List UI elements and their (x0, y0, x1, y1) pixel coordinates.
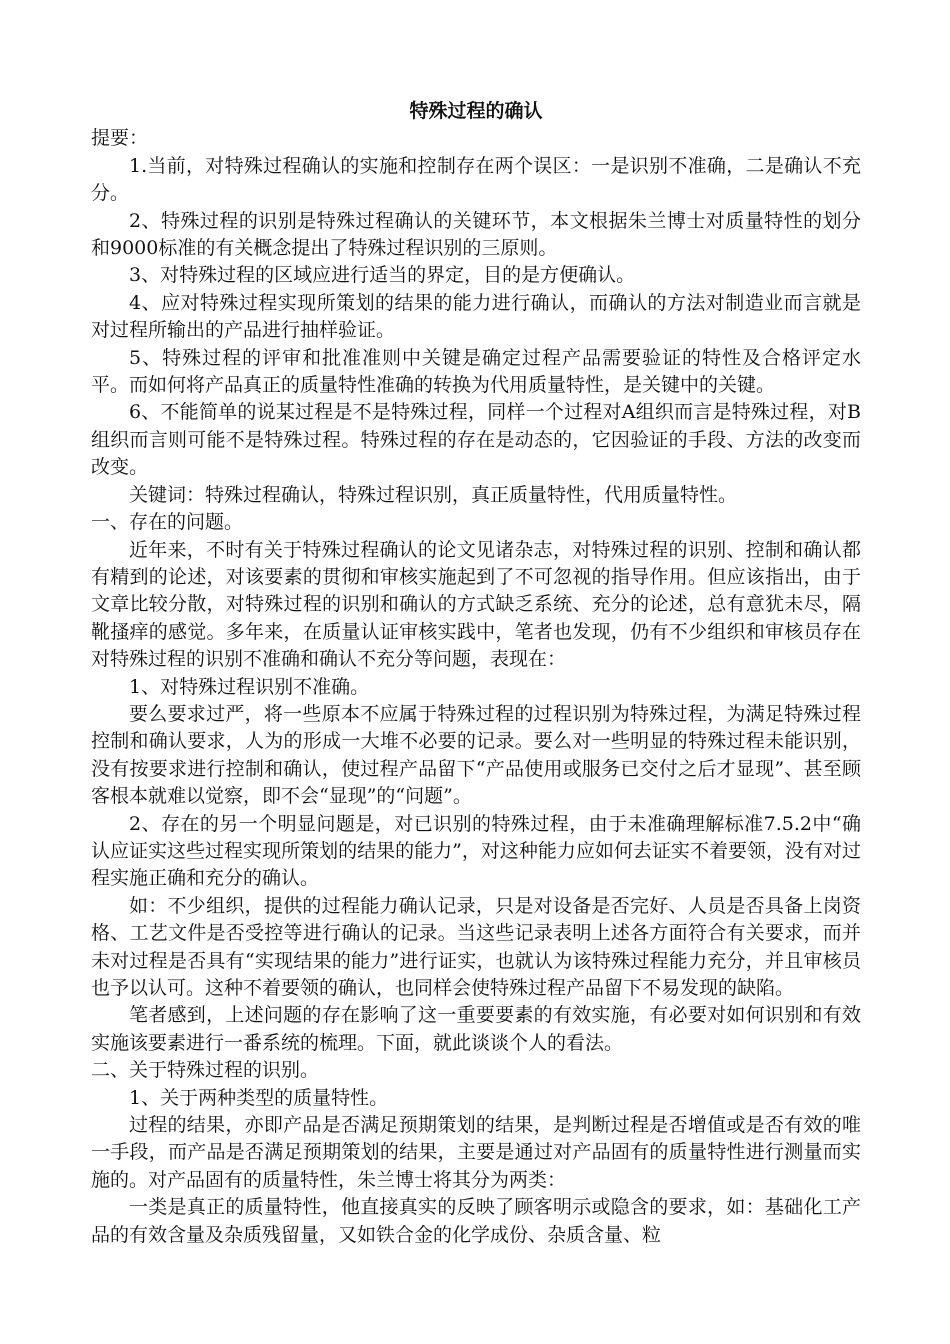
body-paragraph: 关键词：特殊过程确认，特殊过程识别，真正质量特性，代用质量特性。 (129, 483, 738, 506)
body-paragraph: 一类是真正的质量特性，他直接真实的反映了顾客明示或隐含的要求，如：基础化工产品的有效含量及杂质残留量，又如铁合金的化学成份、杂质含量、粒 (91, 1196, 861, 1246)
document-page (91, 98, 861, 1249)
body-paragraph: 5、特殊过程的评审和批准准则中关键是确定过程产品需要验证的特性及合格评定水平。而如何将产品真正的质量特性准确的转换为代用质量特性，是关键中的关键。 (91, 346, 861, 397)
body-paragraph: 要么要求过严，将一些原本不应属于特殊过程的过程识别为特殊过程，为满足特殊过程控制和确认要求，人为的形成一大堆不必要的记录。要么对一些明显的特殊过程未能识别，没有按要求进行控制和确认，使过程产品留下“产品使用或服务已交付之后才显现”、甚至顾客根本就难以觉察，即不会“显现”的“问题”。 (91, 702, 861, 808)
section-heading: 二、关于特殊过程的识别。 (91, 1059, 320, 1082)
body-paragraph: 笔者感到，上述问题的存在影响了这一重要要素的有效实施，有必要对如何识别和有效实施该要素进行一番系统的梳理。下面，就此谈谈个人的看法。 (91, 1004, 861, 1054)
body-paragraph: 4、应对特殊过程实现所策划的结果的能力进行确认，而确认的方法对制造业而言就是对过程所输出的产品进行抽样验证。 (91, 291, 861, 342)
body-paragraph: 近年来，不时有关于特殊过程确认的论文见诸杂志，对特殊过程的识别、控制和确认都有精到的论述，对该要素的贯彻和审核实施起到了不可忽视的指导作用。但应该指出，由于文章比较分散，对特殊过程的识别和确认的方式缺乏系统、充分的论述，总有意犹未尽，隔靴搔痒的感觉。多年来，在质量认证审核实践中，笔者也发现，仍有不少组织和审核员存在对特殊过程的识别不准确和确认不充分等问题，表现在： (91, 538, 861, 671)
body-paragraph: 1、关于两种类型的质量特性。 (129, 1086, 389, 1109)
body-paragraph: 6、不能简单的说某过程是不是特殊过程，同样一个过程对A组织而言是特殊过程，对B组织而言则可能不是特殊过程。特殊过程的存在是动态的，它因验证的手段、方法的改变而改变。 (91, 401, 861, 479)
section-heading: 提要： (91, 127, 149, 150)
document-title: 特殊过程的确认 (409, 100, 543, 122)
body-paragraph: 1、对特殊过程识别不准确。 (129, 675, 370, 698)
body-paragraph: 如：不少组织，提供的过程能力确认记录，只是对设备是否完好、人员是否具备上岗资格、工艺文件是否受控等进行确认的记录。当这些记录表明上述各方面符合有关要求，而并未对过程是否具有“实现结果的能力”进行证实，也就认为该特殊过程能力充分，并且审核员也予以认可。这种不着要领的确认，也同样会使特殊过程产品留下不易发现的缺陷。 (91, 894, 861, 999)
body-paragraph: 2、特殊过程的识别是特殊过程确认的关键环节，本文根据朱兰博士对质量特性的划分和9000标准的有关概念提出了特殊过程识别的三原则。 (91, 209, 861, 260)
body-paragraph: 过程的结果，亦即产品是否满足预期策划的结果，是判断过程是否增值或是否有效的唯一手段，而产品是否满足预期策划的结果，主要是通过对产品固有的质量特性进行测量而实施的。对产品固有的质量特性，朱兰博士将其分为两类： (91, 1114, 861, 1191)
body-paragraph: 1.当前，对特殊过程确认的实施和控制存在两个误区：一是识别不准确，二是确认不充分。 (91, 154, 861, 205)
body-paragraph: 2、存在的另一个明显问题是，对已识别的特殊过程，由于未准确理解标准7.5.2中“确认应证实这些过程实现所策划的结果的能力”，对这种能力应如何去证实不着要领，没有对过程实施正确和充分的确认。 (91, 812, 861, 890)
body-paragraph: 3、对特殊过程的区域应进行适当的界定，目的是方便确认。 (129, 264, 636, 287)
document-body (91, 125, 861, 1249)
section-heading: 一、存在的问题。 (91, 511, 244, 534)
